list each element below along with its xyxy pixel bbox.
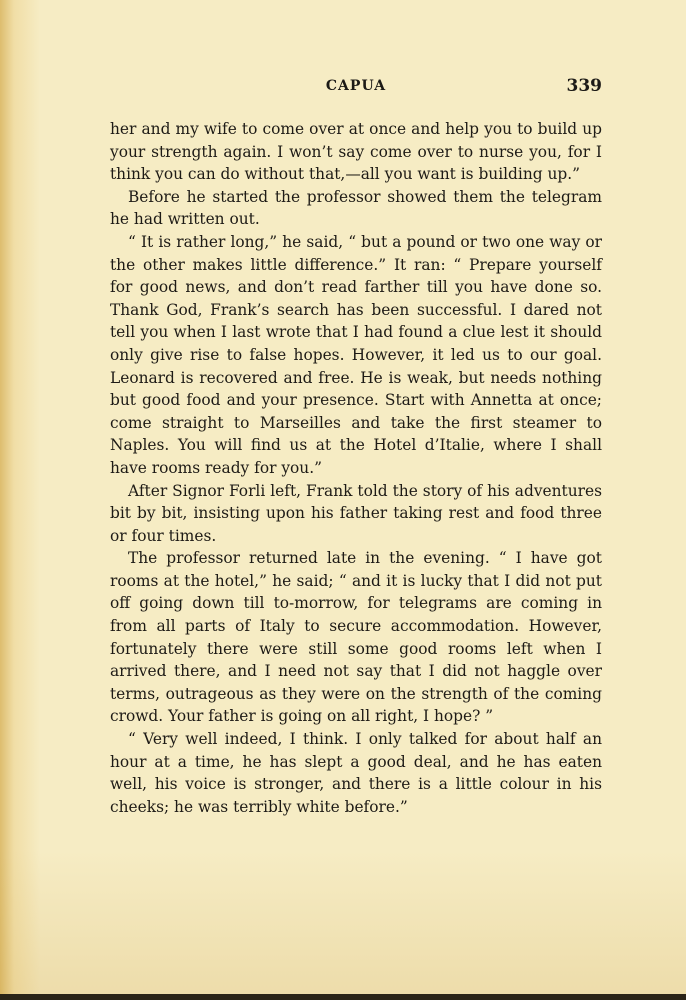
page-bottom-edge bbox=[0, 994, 686, 1000]
body-text bbox=[110, 118, 602, 818]
paragraph: After Signor Forli left, Frank told the story of his adventures bit by bit, insisting upon his father taking rest and food three or four times. bbox=[110, 481, 602, 545]
paragraph: “ Very well indeed, I think. I only talked for about half an hour at a time, he has slept a good deal, and he has eaten well, his voice is stronger, and there is a little colour in his cheeks; he was terribly white before.” bbox=[110, 730, 602, 816]
running-head: CAPUA bbox=[325, 78, 387, 94]
paragraph: “ It is rather long,” he said, “ but a pound or two one way or the other makes little difference.” It ran: “ Prepare yourself for good news, and don’t read farther till you have done so. Thank God, Frank’s search has been successful. I dared not tell you when I last wrote that I had found a clue lest it should only give rise to false hopes. However, it led us to our goal. Leonard is recovered and free. He is weak, but needs nothing but good food and your presence. Start with Annetta at once; come straight to Marseilles and take the first steamer to Naples. You will find us at the Hotel d’Italie, where I shall have rooms ready for you.” bbox=[110, 232, 602, 477]
paragraph: Before he started the professor showed them the telegram he had written out. bbox=[110, 187, 602, 229]
page-header bbox=[110, 76, 602, 100]
paragraph: her and my wife to come over at once and help you to build up your strength again. I won’t say come over to nurse you, for I think you can do without that,—all you want is building up.” bbox=[110, 120, 602, 184]
page-number: 339 bbox=[566, 76, 602, 96]
paragraph: The professor returned late in the evening. “ I have got rooms at the hotel,” he said; “ and it is lucky that I did not put off going down till to-morrow, for telegrams are coming in from all parts of Italy to secure accommodation. However, fortunately there were still some good rooms left when I arrived there, and I need not say that I did not haggle over terms, outrageous as they were on the strength of the coming crowd. Your father is going on all right, I hope? ” bbox=[110, 549, 602, 726]
